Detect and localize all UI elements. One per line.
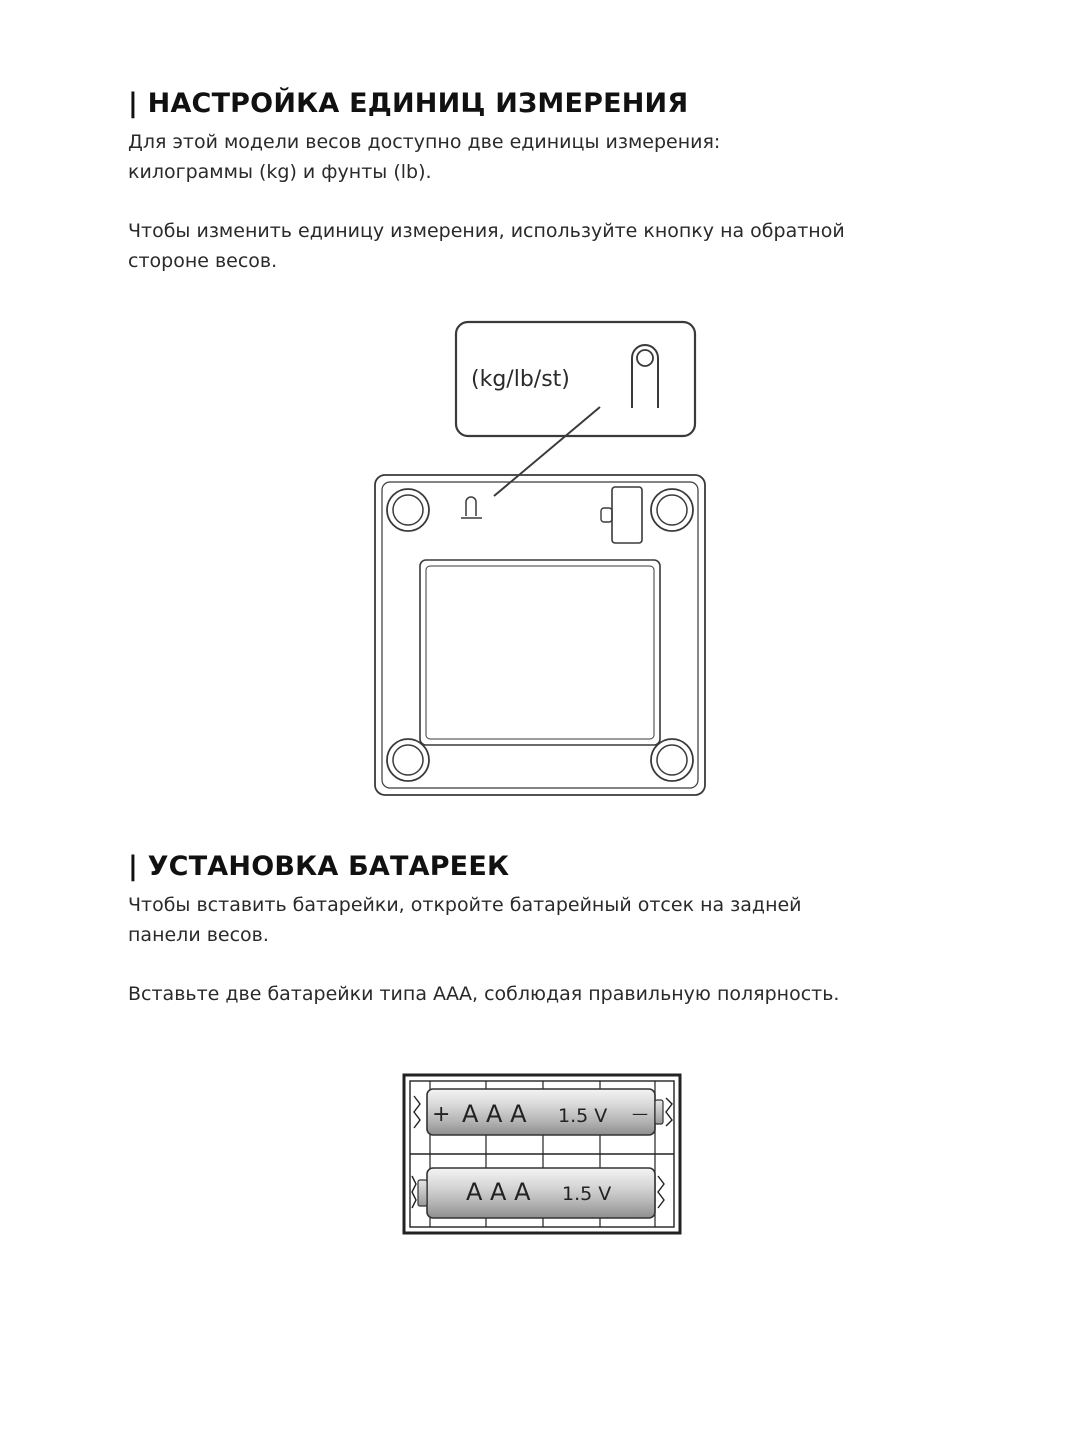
battery-1-type: A A A: [462, 1100, 527, 1128]
scale-foot-bottom-left: [387, 739, 429, 781]
units-paragraph-1-line-1: Для этой модели весов доступно две единицы измерения:: [128, 131, 721, 153]
battery-compartment-diagram: [350, 1040, 730, 1270]
units-paragraph-2-line-1: Чтобы изменить единицу измерения, используйте кнопку на обратной: [128, 220, 845, 242]
units-paragraph-1-line-2: килограммы (kg) и фунты (lb).: [128, 161, 432, 183]
battery-compartment-small-icon: [601, 487, 642, 543]
scale-foot-bottom-right: [651, 739, 693, 781]
scale-foot-top-left: [387, 489, 429, 531]
scale-foot-top-right: [651, 489, 693, 531]
battery-2-type: A A A: [466, 1178, 531, 1206]
battery-paragraph-2-line-1: Вставьте две батарейки типа ААА, соблюдая правильную полярность.: [128, 983, 840, 1005]
scale-inner-panel: [420, 560, 660, 745]
units-paragraph-2: [128, 216, 845, 276]
units-section-title: | НАСТРОЙКА ЕДИНИЦ ИЗМЕРЕНИЯ: [128, 88, 689, 119]
finger-press-icon: [632, 345, 658, 408]
battery-1-plus: +: [432, 1102, 451, 1127]
battery-1-minus: —: [632, 1104, 648, 1123]
units-paragraph-1: [128, 127, 720, 187]
battery-section-title: | УСТАНОВКА БАТАРЕЕК: [128, 851, 510, 882]
battery-paragraph-1-line-1: Чтобы вставить батарейки, откройте батарейный отсек на задней: [128, 894, 802, 916]
battery-2-voltage: 1.5 V: [562, 1183, 612, 1205]
units-paragraph-2-line-2: стороне весов.: [128, 250, 278, 272]
battery-paragraph-1: [128, 890, 802, 950]
battery-paragraph-1-line-2: панели весов.: [128, 924, 269, 946]
callout-arrow: [494, 407, 600, 496]
battery-2: [412, 1168, 664, 1218]
scale-back-diagram: [300, 300, 780, 820]
unit-button-small-icon: [461, 497, 482, 518]
callout-label: (kg/lb/st): [471, 367, 570, 392]
battery-paragraph-2: [128, 979, 839, 1009]
battery-1-voltage: 1.5 V: [558, 1105, 608, 1127]
